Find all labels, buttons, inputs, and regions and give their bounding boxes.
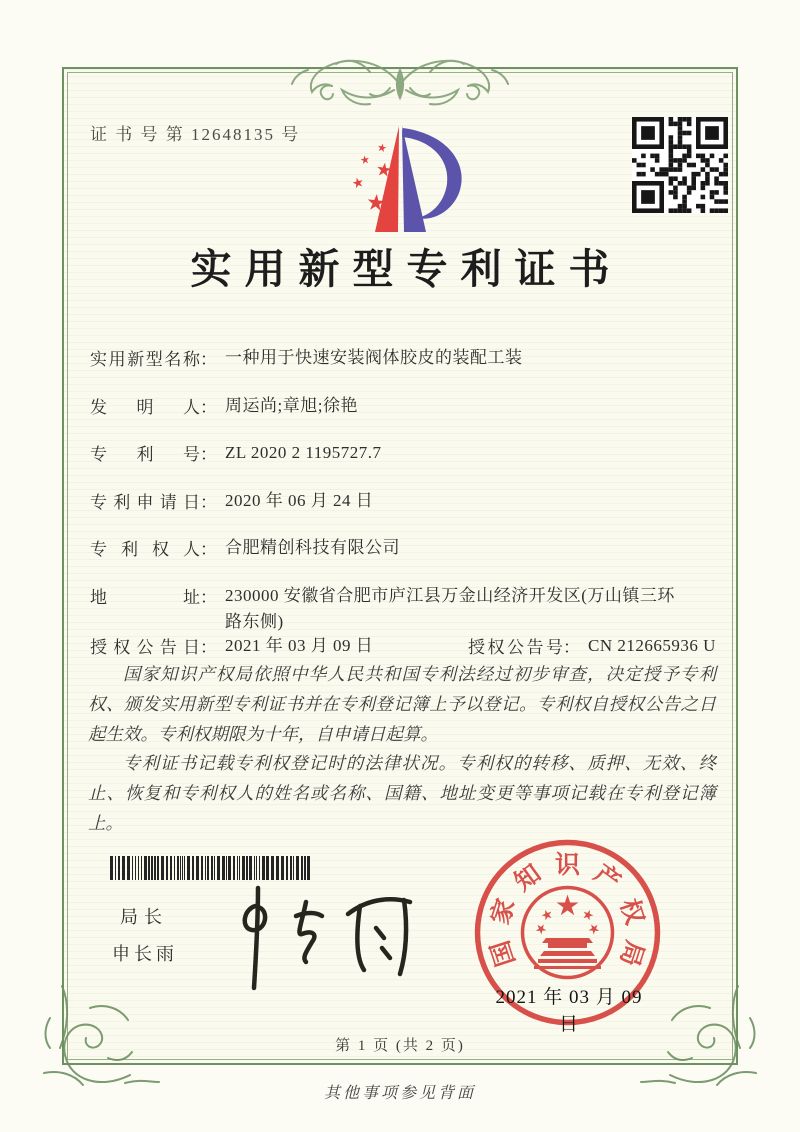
commissioner-title: 局长	[120, 907, 168, 927]
field-value: CN 212665936 U	[588, 636, 716, 655]
seal-char: 识	[554, 852, 581, 879]
field-label: 专利号	[90, 445, 200, 464]
field-label: 授权公告号	[468, 638, 563, 657]
seal-char: 局	[614, 937, 648, 970]
legal-text	[88, 660, 716, 839]
page-number: 第 1 页 (共 2 页)	[335, 1038, 465, 1054]
national-emblem-icon	[523, 888, 613, 978]
seal-char: 国	[487, 937, 521, 970]
field-colon: ：	[200, 493, 217, 512]
field-label: 发明人	[90, 398, 200, 417]
field-colon: ：	[200, 398, 217, 417]
field-value: 2020 年 06 月 24 日	[225, 491, 374, 510]
field-address	[90, 583, 680, 636]
back-side-note: 其他事项参见背面	[323, 1085, 476, 1102]
commissioner-name: 申长雨	[112, 944, 178, 964]
field-patent-number	[90, 440, 382, 466]
seal-char: 产	[588, 860, 625, 897]
field-label: 专利申请日	[90, 493, 200, 512]
field-label: 实用新型名称	[90, 350, 200, 369]
seal-date: 2021 年 03 月 09 日	[495, 987, 643, 1035]
field-colon: ：	[200, 540, 217, 559]
field-colon: ：	[200, 445, 217, 464]
certificate-number: 证 书 号 第 12648135 号	[90, 125, 301, 144]
field-value: 合肥精创科技有限公司	[225, 538, 400, 557]
legal-paragraph-2: 专利证书记载专利权登记时的法律状况。专利权的转移、质押、无效、终止、恢复和专利权人的姓名或名称、国籍、地址变更等事项记载在专利登记簿上。	[88, 753, 716, 833]
seal-char: 知	[510, 860, 547, 897]
top-flourish-ornament-icon	[278, 42, 522, 114]
commissioner-signature-icon	[218, 876, 428, 996]
field-utility-model-name	[90, 345, 523, 371]
seal-char: 家	[487, 895, 521, 928]
legal-paragraph-1: 国家知识产权局依照中华人民共和国专利法经过初步审查，决定授予专利权、颁发实用新型专利证书并在专利登记簿上予以登记。专利权自授权公告之日起生效。专利权期限为十年，自申请日起算。	[88, 664, 716, 744]
qr-code	[632, 117, 728, 213]
field-value: 周运尚;章旭;徐艳	[225, 396, 358, 415]
field-value: 一种用于快速安装阀体胶皮的装配工装	[225, 348, 523, 367]
cnipa-logo-icon	[340, 112, 490, 237]
field-label: 授权公告日	[90, 638, 200, 657]
field-grant-number	[468, 633, 716, 659]
field-grant-date	[90, 633, 373, 659]
field-colon: ：	[563, 638, 580, 657]
field-filing-date	[90, 488, 373, 514]
field-value: 230000 安徽省合肥市庐江县万金山经济开发区(万山镇三环路东侧)	[225, 586, 675, 632]
field-colon: ：	[200, 588, 217, 607]
field-value: ZL 2020 2 1195727.7	[225, 443, 382, 462]
field-colon: ：	[200, 638, 217, 657]
field-label: 专利权人	[90, 540, 200, 559]
field-label: 地址	[90, 588, 200, 607]
certificate-title: 实用新型专利证书	[190, 246, 623, 292]
field-value: 2021 年 03 月 09 日	[225, 636, 374, 655]
field-colon: ：	[200, 350, 217, 369]
seal-char: 权	[614, 895, 648, 928]
field-patentee	[90, 535, 400, 561]
field-inventor	[90, 393, 358, 419]
